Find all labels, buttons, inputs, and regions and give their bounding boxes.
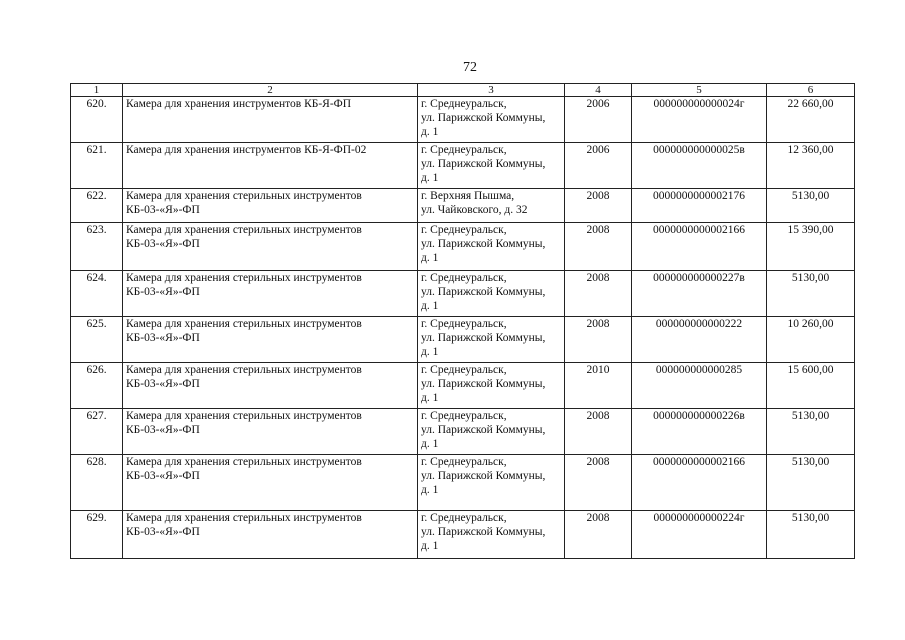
cost-cell: 5130,00 bbox=[767, 189, 855, 223]
cost-cell: 15 390,00 bbox=[767, 223, 855, 271]
inventory-number-cell: 000000000000227в bbox=[632, 271, 767, 317]
table-row bbox=[71, 455, 855, 511]
address-line: г. Среднеуральск, bbox=[421, 318, 507, 330]
table-row bbox=[71, 223, 855, 271]
year-cell: 2008 bbox=[565, 511, 632, 559]
address-line: ул. Парижской Коммуны, bbox=[421, 378, 546, 390]
address-line: д. 1 bbox=[421, 438, 439, 450]
address-line: ул. Чайковского, д. 32 bbox=[421, 204, 528, 216]
inventory-number-cell: 000000000000285 bbox=[632, 363, 767, 409]
year-cell: 2008 bbox=[565, 455, 632, 511]
header-row bbox=[71, 84, 855, 97]
address-cell bbox=[418, 455, 565, 511]
item-name-cell bbox=[123, 455, 418, 511]
year-cell: 2006 bbox=[565, 143, 632, 189]
table-row bbox=[71, 317, 855, 363]
item-name-line: КБ-03-«Я»-ФП bbox=[126, 286, 200, 298]
header-col-2: 2 bbox=[123, 84, 418, 97]
inventory-number-cell: 000000000000226в bbox=[632, 409, 767, 455]
inventory-number-cell: 0000000000002166 bbox=[632, 223, 767, 271]
address-line: д. 1 bbox=[421, 300, 439, 312]
inventory-number-cell: 0000000000002176 bbox=[632, 189, 767, 223]
item-name-line: КБ-03-«Я»-ФП bbox=[126, 424, 200, 436]
cost-cell: 5130,00 bbox=[767, 271, 855, 317]
address-cell bbox=[418, 223, 565, 271]
address-line: д. 1 bbox=[421, 346, 439, 358]
address-line: г. Среднеуральск, bbox=[421, 98, 507, 110]
header-col-5: 5 bbox=[632, 84, 767, 97]
year-cell: 2006 bbox=[565, 97, 632, 143]
row-number-cell: 623. bbox=[71, 223, 123, 271]
address-line: ул. Парижской Коммуны, bbox=[421, 238, 546, 250]
address-cell bbox=[418, 317, 565, 363]
item-name-line: Камера для хранения стерильных инструментов bbox=[126, 272, 362, 284]
row-number-cell: 626. bbox=[71, 363, 123, 409]
header-col-4: 4 bbox=[565, 84, 632, 97]
address-line: д. 1 bbox=[421, 392, 439, 404]
cost-cell: 15 600,00 bbox=[767, 363, 855, 409]
item-name-cell bbox=[123, 143, 418, 189]
item-name-cell bbox=[123, 223, 418, 271]
item-name-cell bbox=[123, 363, 418, 409]
row-number-cell: 629. bbox=[71, 511, 123, 559]
address-line: ул. Парижской Коммуны, bbox=[421, 526, 546, 538]
year-cell: 2008 bbox=[565, 189, 632, 223]
cost-cell: 12 360,00 bbox=[767, 143, 855, 189]
address-line: г. Среднеуральск, bbox=[421, 224, 507, 236]
address-cell bbox=[418, 511, 565, 559]
cost-cell: 10 260,00 bbox=[767, 317, 855, 363]
row-number-cell: 624. bbox=[71, 271, 123, 317]
address-cell bbox=[418, 189, 565, 223]
address-line: д. 1 bbox=[421, 252, 439, 264]
item-name-line: КБ-03-«Я»-ФП bbox=[126, 204, 200, 216]
address-line: д. 1 bbox=[421, 126, 439, 138]
item-name-line: КБ-03-«Я»-ФП bbox=[126, 332, 200, 344]
row-number-cell: 625. bbox=[71, 317, 123, 363]
address-line: ул. Парижской Коммуны, bbox=[421, 158, 546, 170]
address-line: г. Среднеуральск, bbox=[421, 364, 507, 376]
item-name-line: Камера для хранения стерильных инструментов bbox=[126, 364, 362, 376]
item-name-line: КБ-03-«Я»-ФП bbox=[126, 470, 200, 482]
row-number-cell: 627. bbox=[71, 409, 123, 455]
row-number-cell: 620. bbox=[71, 97, 123, 143]
item-name-line: КБ-03-«Я»-ФП bbox=[126, 526, 200, 538]
table-row bbox=[71, 511, 855, 559]
row-number-cell: 628. bbox=[71, 455, 123, 511]
address-line: ул. Парижской Коммуны, bbox=[421, 286, 546, 298]
item-name-line: Камера для хранения стерильных инструментов bbox=[126, 224, 362, 236]
address-line: г. Среднеуральск, bbox=[421, 410, 507, 422]
address-line: г. Верхняя Пышма, bbox=[421, 190, 515, 202]
address-cell bbox=[418, 363, 565, 409]
item-name-cell bbox=[123, 97, 418, 143]
item-name-line: Камера для хранения стерильных инструментов bbox=[126, 318, 362, 330]
header-col-3: 3 bbox=[418, 84, 565, 97]
address-cell bbox=[418, 97, 565, 143]
year-cell: 2008 bbox=[565, 317, 632, 363]
table-row bbox=[71, 143, 855, 189]
year-cell: 2010 bbox=[565, 363, 632, 409]
address-line: ул. Парижской Коммуны, bbox=[421, 332, 546, 344]
item-name-cell bbox=[123, 271, 418, 317]
address-cell bbox=[418, 409, 565, 455]
cost-cell: 5130,00 bbox=[767, 511, 855, 559]
address-line: д. 1 bbox=[421, 172, 439, 184]
item-name-cell bbox=[123, 409, 418, 455]
table-body bbox=[71, 97, 855, 559]
year-cell: 2008 bbox=[565, 271, 632, 317]
item-name-cell bbox=[123, 511, 418, 559]
address-cell bbox=[418, 143, 565, 189]
inventory-number-cell: 000000000000224г bbox=[632, 511, 767, 559]
table-row bbox=[71, 409, 855, 455]
item-name-line: Камера для хранения стерильных инструментов bbox=[126, 512, 362, 524]
address-line: д. 1 bbox=[421, 540, 439, 552]
item-name-line: Камера для хранения стерильных инструментов bbox=[126, 456, 362, 468]
inventory-number-cell: 000000000000024г bbox=[632, 97, 767, 143]
table-row bbox=[71, 363, 855, 409]
address-line: ул. Парижской Коммуны, bbox=[421, 112, 546, 124]
item-name-line: Камера для хранения инструментов КБ-Я-ФП-02 bbox=[126, 144, 367, 156]
item-name-line: КБ-03-«Я»-ФП bbox=[126, 378, 200, 390]
inventory-number-cell: 000000000000025в bbox=[632, 143, 767, 189]
address-line: ул. Парижской Коммуны, bbox=[421, 424, 546, 436]
address-line: г. Среднеуральск, bbox=[421, 272, 507, 284]
header-col-1: 1 bbox=[71, 84, 123, 97]
item-name-line: Камера для хранения стерильных инструментов bbox=[126, 190, 362, 202]
inventory-number-cell: 000000000000222 bbox=[632, 317, 767, 363]
table-row bbox=[71, 97, 855, 143]
address-cell bbox=[418, 271, 565, 317]
item-name-cell bbox=[123, 189, 418, 223]
year-cell: 2008 bbox=[565, 223, 632, 271]
item-name-line: Камера для хранения стерильных инструментов bbox=[126, 410, 362, 422]
item-name-cell bbox=[123, 317, 418, 363]
item-name-line: КБ-03-«Я»-ФП bbox=[126, 238, 200, 250]
cost-cell: 22 660,00 bbox=[767, 97, 855, 143]
cost-cell: 5130,00 bbox=[767, 455, 855, 511]
year-cell: 2008 bbox=[565, 409, 632, 455]
address-line: д. 1 bbox=[421, 484, 439, 496]
address-line: ул. Парижской Коммуны, bbox=[421, 470, 546, 482]
inventory-number-cell: 0000000000002166 bbox=[632, 455, 767, 511]
header-col-6: 6 bbox=[767, 84, 855, 97]
row-number-cell: 622. bbox=[71, 189, 123, 223]
table-row bbox=[71, 189, 855, 223]
table-row bbox=[71, 271, 855, 317]
row-number-cell: 621. bbox=[71, 143, 123, 189]
cost-cell: 5130,00 bbox=[767, 409, 855, 455]
address-line: г. Среднеуральск, bbox=[421, 144, 507, 156]
item-name-line: Камера для хранения инструментов КБ-Я-ФП bbox=[126, 98, 352, 110]
address-line: г. Среднеуральск, bbox=[421, 456, 507, 468]
page-number: 72 bbox=[463, 60, 477, 75]
property-table bbox=[70, 83, 855, 559]
address-line: г. Среднеуральск, bbox=[421, 512, 507, 524]
